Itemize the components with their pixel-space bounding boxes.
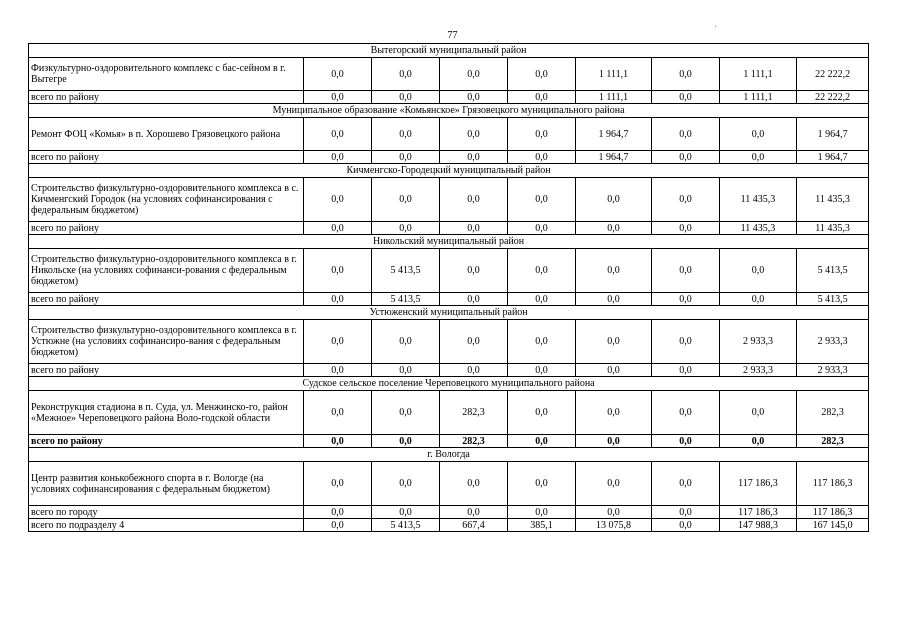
project-value: 0,0 xyxy=(372,391,440,435)
grand-total-value: 0,0 xyxy=(652,519,720,532)
project-value: 0,0 xyxy=(304,58,372,91)
total-value: 2 933,3 xyxy=(720,364,797,377)
project-value: 0,0 xyxy=(440,118,508,151)
project-value: 0,0 xyxy=(372,320,440,364)
section-header-row xyxy=(29,306,869,320)
total-label: всего по району xyxy=(29,293,304,306)
project-value: 0,0 xyxy=(652,462,720,506)
total-value: 0,0 xyxy=(720,435,797,448)
project-value: 22 222,2 xyxy=(797,58,869,91)
district-total-row xyxy=(29,435,869,448)
total-label: всего по району xyxy=(29,91,304,104)
total-value: 0,0 xyxy=(652,222,720,235)
project-value: 0,0 xyxy=(304,249,372,293)
total-value: 0,0 xyxy=(508,151,576,164)
project-value: 0,0 xyxy=(508,178,576,222)
project-value: 11 435,3 xyxy=(797,178,869,222)
table-body xyxy=(29,44,869,532)
project-value: 2 933,3 xyxy=(797,320,869,364)
project-name: Реконструкция стадиона в п. Суда, ул. Менжинско-го, район «Межное» Череповецкого района Воло-годской области xyxy=(29,391,304,435)
district-total-row xyxy=(29,91,869,104)
project-value: 0,0 xyxy=(508,118,576,151)
total-value: 0,0 xyxy=(440,151,508,164)
project-row xyxy=(29,462,869,506)
total-label: всего по району xyxy=(29,364,304,377)
project-value: 282,3 xyxy=(440,391,508,435)
project-value: 0,0 xyxy=(576,320,652,364)
project-value: 0,0 xyxy=(440,58,508,91)
grand-total-label: всего по подразделу 4 xyxy=(29,519,304,532)
project-value: 0,0 xyxy=(652,249,720,293)
district-total-row xyxy=(29,506,869,519)
section-header: Вытегорский муниципальный район xyxy=(29,44,869,58)
page-number: 77 xyxy=(447,30,458,41)
project-value: 5 413,5 xyxy=(797,249,869,293)
total-value: 0,0 xyxy=(372,435,440,448)
project-name: Строительство физкультурно-оздоровительного комплекса в с. Кичменгский Городок (на условиях софинансирования с федеральным бюджетом) xyxy=(29,178,304,222)
project-value: 0,0 xyxy=(652,178,720,222)
project-value: 0,0 xyxy=(440,249,508,293)
total-value: 0,0 xyxy=(508,435,576,448)
total-value: 0,0 xyxy=(372,222,440,235)
total-value: 0,0 xyxy=(440,293,508,306)
section-header: г. Вологда xyxy=(29,448,869,462)
project-value: 0,0 xyxy=(652,320,720,364)
section-header: Устюженский муниципальный район xyxy=(29,306,869,320)
total-value: 0,0 xyxy=(508,222,576,235)
total-value: 117 186,3 xyxy=(720,506,797,519)
project-row xyxy=(29,320,869,364)
project-value: 0,0 xyxy=(652,118,720,151)
project-value: 0,0 xyxy=(508,249,576,293)
project-value: 0,0 xyxy=(372,58,440,91)
total-value: 0,0 xyxy=(652,151,720,164)
total-label: всего по городу xyxy=(29,506,304,519)
project-value: 0,0 xyxy=(508,462,576,506)
project-value: 0,0 xyxy=(372,462,440,506)
total-value: 2 933,3 xyxy=(797,364,869,377)
project-value: 0,0 xyxy=(304,462,372,506)
grand-total-value: 667,4 xyxy=(440,519,508,532)
project-value: 0,0 xyxy=(508,320,576,364)
total-value: 0,0 xyxy=(440,222,508,235)
total-value: 282,3 xyxy=(797,435,869,448)
project-name: Центр развития конькобежного спорта в г. Вологде (на условиях софинансирования с федеральным бюджетом) xyxy=(29,462,304,506)
section-header-row xyxy=(29,164,869,178)
project-value: 0,0 xyxy=(508,391,576,435)
project-value: 117 186,3 xyxy=(720,462,797,506)
total-value: 1 964,7 xyxy=(797,151,869,164)
total-value: 11 435,3 xyxy=(720,222,797,235)
project-value: 0,0 xyxy=(576,249,652,293)
project-row xyxy=(29,58,869,91)
total-value: 1 111,1 xyxy=(576,91,652,104)
total-value: 11 435,3 xyxy=(797,222,869,235)
total-value: 282,3 xyxy=(440,435,508,448)
section-header: Муниципальное образование «Комьянское» Грязовецкого муниципального района xyxy=(29,104,869,118)
grand-total-value: 13 075,8 xyxy=(576,519,652,532)
total-value: 0,0 xyxy=(372,91,440,104)
total-value: 0,0 xyxy=(304,151,372,164)
total-label: всего по району xyxy=(29,222,304,235)
total-value: 0,0 xyxy=(652,506,720,519)
project-name: Физкультурно-оздоровительного комплекс с бас-сейном в г. Вытегре xyxy=(29,58,304,91)
total-value: 0,0 xyxy=(304,364,372,377)
grand-total-value: 167 145,0 xyxy=(797,519,869,532)
project-row xyxy=(29,391,869,435)
total-value: 22 222,2 xyxy=(797,91,869,104)
section-header-row xyxy=(29,377,869,391)
section-header: Судское сельское поселение Череповецкого муниципального района xyxy=(29,377,869,391)
section-header: Кичменгско-Городецкий муниципальный район xyxy=(29,164,869,178)
project-value: 1 964,7 xyxy=(576,118,652,151)
section-header-row xyxy=(29,235,869,249)
project-value: 0,0 xyxy=(304,178,372,222)
project-value: 0,0 xyxy=(652,391,720,435)
budget-table xyxy=(28,43,869,532)
project-value: 1 111,1 xyxy=(720,58,797,91)
grand-total-value: 0,0 xyxy=(304,519,372,532)
grand-total-value: 5 413,5 xyxy=(372,519,440,532)
corner-mark: ' xyxy=(715,24,717,33)
project-value: 117 186,3 xyxy=(797,462,869,506)
project-name: Строительство физкультурно-оздоровительного комплекса в г. Никольске (на условиях софинанси-рования с федеральным бюджетом) xyxy=(29,249,304,293)
total-value: 0,0 xyxy=(440,506,508,519)
project-row xyxy=(29,118,869,151)
project-value: 0,0 xyxy=(372,178,440,222)
project-value: 0,0 xyxy=(576,178,652,222)
total-value: 0,0 xyxy=(576,435,652,448)
section-header-row xyxy=(29,44,869,58)
total-value: 0,0 xyxy=(440,91,508,104)
total-value: 0,0 xyxy=(304,506,372,519)
project-value: 0,0 xyxy=(576,462,652,506)
total-value: 0,0 xyxy=(508,506,576,519)
district-total-row xyxy=(29,364,869,377)
project-value: 0,0 xyxy=(440,178,508,222)
section-header: Никольский муниципальный район xyxy=(29,235,869,249)
project-value: 1 964,7 xyxy=(797,118,869,151)
project-value: 0,0 xyxy=(720,249,797,293)
total-value: 5 413,5 xyxy=(372,293,440,306)
total-value: 0,0 xyxy=(372,151,440,164)
total-label: всего по району xyxy=(29,151,304,164)
total-value: 0,0 xyxy=(508,364,576,377)
district-total-row xyxy=(29,222,869,235)
project-value: 2 933,3 xyxy=(720,320,797,364)
project-value: 0,0 xyxy=(440,320,508,364)
total-value: 0,0 xyxy=(576,506,652,519)
total-value: 0,0 xyxy=(304,91,372,104)
total-value: 0,0 xyxy=(652,293,720,306)
total-label: всего по району xyxy=(29,435,304,448)
project-value: 0,0 xyxy=(304,118,372,151)
section-header-row xyxy=(29,104,869,118)
district-total-row xyxy=(29,293,869,306)
project-row xyxy=(29,249,869,293)
project-value: 0,0 xyxy=(304,391,372,435)
section-header-row xyxy=(29,448,869,462)
total-value: 0,0 xyxy=(440,364,508,377)
project-value: 0,0 xyxy=(576,391,652,435)
project-value: 0,0 xyxy=(372,118,440,151)
total-value: 0,0 xyxy=(652,435,720,448)
total-value: 0,0 xyxy=(508,91,576,104)
total-value: 0,0 xyxy=(720,293,797,306)
project-value: 11 435,3 xyxy=(720,178,797,222)
total-value: 0,0 xyxy=(652,91,720,104)
project-value: 0,0 xyxy=(720,391,797,435)
total-value: 0,0 xyxy=(576,364,652,377)
project-value: 0,0 xyxy=(304,320,372,364)
total-value: 1 111,1 xyxy=(720,91,797,104)
project-value: 1 111,1 xyxy=(576,58,652,91)
total-value: 5 413,5 xyxy=(797,293,869,306)
total-value: 0,0 xyxy=(372,506,440,519)
project-name: Строительство физкультурно-оздоровительного комплекса в г. Устюжне (на условиях софинансиро-вания с федеральным бюджетом) xyxy=(29,320,304,364)
total-value: 0,0 xyxy=(576,222,652,235)
grand-total-value: 385,1 xyxy=(508,519,576,532)
total-value: 0,0 xyxy=(652,364,720,377)
total-value: 0,0 xyxy=(720,151,797,164)
total-value: 0,0 xyxy=(304,435,372,448)
project-value: 5 413,5 xyxy=(372,249,440,293)
total-value: 0,0 xyxy=(508,293,576,306)
total-value: 117 186,3 xyxy=(797,506,869,519)
total-value: 0,0 xyxy=(304,293,372,306)
total-value: 1 964,7 xyxy=(576,151,652,164)
district-total-row xyxy=(29,151,869,164)
total-value: 0,0 xyxy=(304,222,372,235)
grand-total-value: 147 988,3 xyxy=(720,519,797,532)
project-name: Ремонт ФОЦ «Комья» в п. Хорошево Грязовецкого района xyxy=(29,118,304,151)
total-value: 0,0 xyxy=(372,364,440,377)
grand-total-row xyxy=(29,519,869,532)
project-value: 0,0 xyxy=(440,462,508,506)
project-value: 0,0 xyxy=(508,58,576,91)
total-value: 0,0 xyxy=(576,293,652,306)
project-value: 282,3 xyxy=(797,391,869,435)
project-value: 0,0 xyxy=(652,58,720,91)
project-row xyxy=(29,178,869,222)
project-value: 0,0 xyxy=(720,118,797,151)
